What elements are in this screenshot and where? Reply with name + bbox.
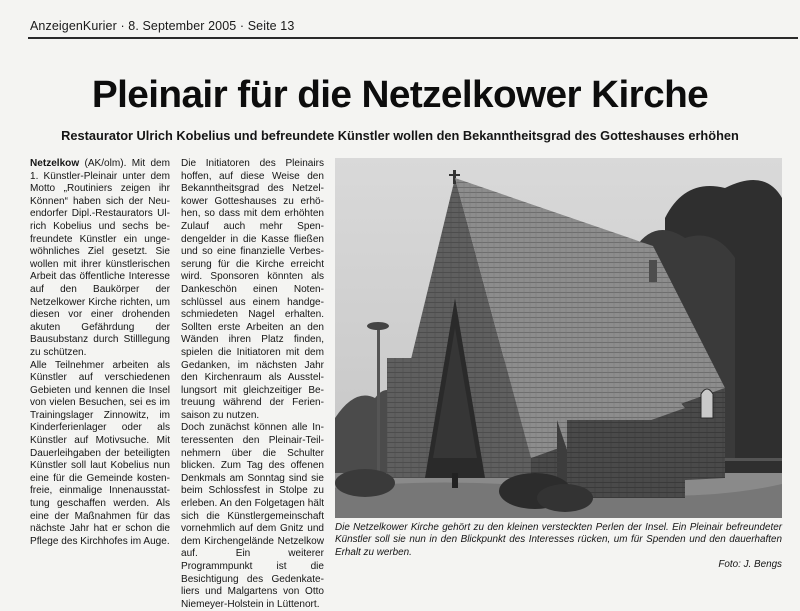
photo-caption [335,522,782,572]
article-paragraph-1-text: (AK/olm). Mit dem 1. Künstler-Pleinair unter dem Motto „Routiniers zeigen ihr Können“ haben sich der Neuendorfer Dipl.-Restaurators Ulrich Kobelius und sechs befreundete Künstler ein ungewöhnliches Ziel gesetzt. Sie wollen mit ihrer künstlerischen Arbeit das öffentliche Interesse auf den Baukörper der Netzelkower Kirche richten, um diesen vor einer drohenden akuten Gefährdung der Bausubstanz durch Stilllegung zu schützen. [30,158,170,358]
article-paragraph-4: Doch zunächst können alle Interessenten den Pleinair-Teilnehmern über die Schulter blicken. Zum Tag des offenen Denkmals am Sonntag sind sie beim Schlossfest in Stolpe zu erleben. An den Folgetagen hält sich die Künstlergemeinschaft vornehmlich auf dem Gnitz und dem Kirchengelände Netzelkow auf. Ein weiterer Programmpunkt ist die Besichtigung des Gedenkateliers und Malgartens von Otto Niemeyer-Holstein in Lüttenort. [181,422,324,610]
article-paragraph-2: Alle Teilnehmer arbeiten als Künstler auf verschiedenen Gebieten und kennen die Insel von vielen Besuchen, sei es im Trainingslager Zinnowitz, im Kinderferienlager oder als Künstler auf Motivsuche. Mit Dauerleihgaben der beteiligten Künstler soll laut Kobelius nun eine für die Gemeinde kostenfreie, einmalige Innenausstattung geschaffen werden. Als eine der Maßnahmen für das nächste Jahr hat er schon die Pflege des Kirchhofes im Auge. [30,359,170,547]
article-paragraph-1 [30,158,170,360]
masthead-rule [28,37,798,39]
church-photo [335,158,782,518]
dateline: Netzelkow [30,158,80,169]
headline: Pleinair für die Netzelkower Kirche [91,74,709,116]
photo-credit: Foto: J. Bengs [718,559,782,571]
masthead: AnzeigenKurier · 8. September 2005 · Seite 13 [30,19,295,33]
photo-caption-text: Die Netzelkower Kirche gehört zu den kleinen versteckten Perlen der Insel. Ein Pleinair befreundeter Künstler soll sie nun in den Blickpunkt des Interesses rücken, um für Spenden und den dauerhaften Erhalt zu werben. [335,522,782,558]
article-paragraph-3: Die Initiatoren des Pleinairs hoffen, auf diese Weise den Bekanntheitsgrad des Netzelkower Gotteshauses zu erhöhen, so dass mit dem erhöhten Zulauf auch mehr Spendengelder in die Kasse fließen und so eine finanzielle Verbesserung für die Kirche erreicht wird. Sponsoren könnten als Dankeschön einen Notenschlüssel aus einem handgeschmiedeten Nagel erhalten. Sollten erste Arbeiten an den Wänden ihren Platz finden, spielen die Initiatoren mit dem Gedanken, im nächsten Jahr den Kirchenraum als Ausstellungsort mit gleichzeitiger Betreuung während der Feriensaison zu nutzen. [181,158,324,421]
article-column-1 [30,158,170,548]
article-column-2 [181,158,324,611]
church-photo-image [335,158,782,518]
subheadline: Restaurator Ulrich Kobelius und befreundete Künstler wollen den Bekanntheitsgrad des Gotteshauses erhöhen [61,128,739,143]
